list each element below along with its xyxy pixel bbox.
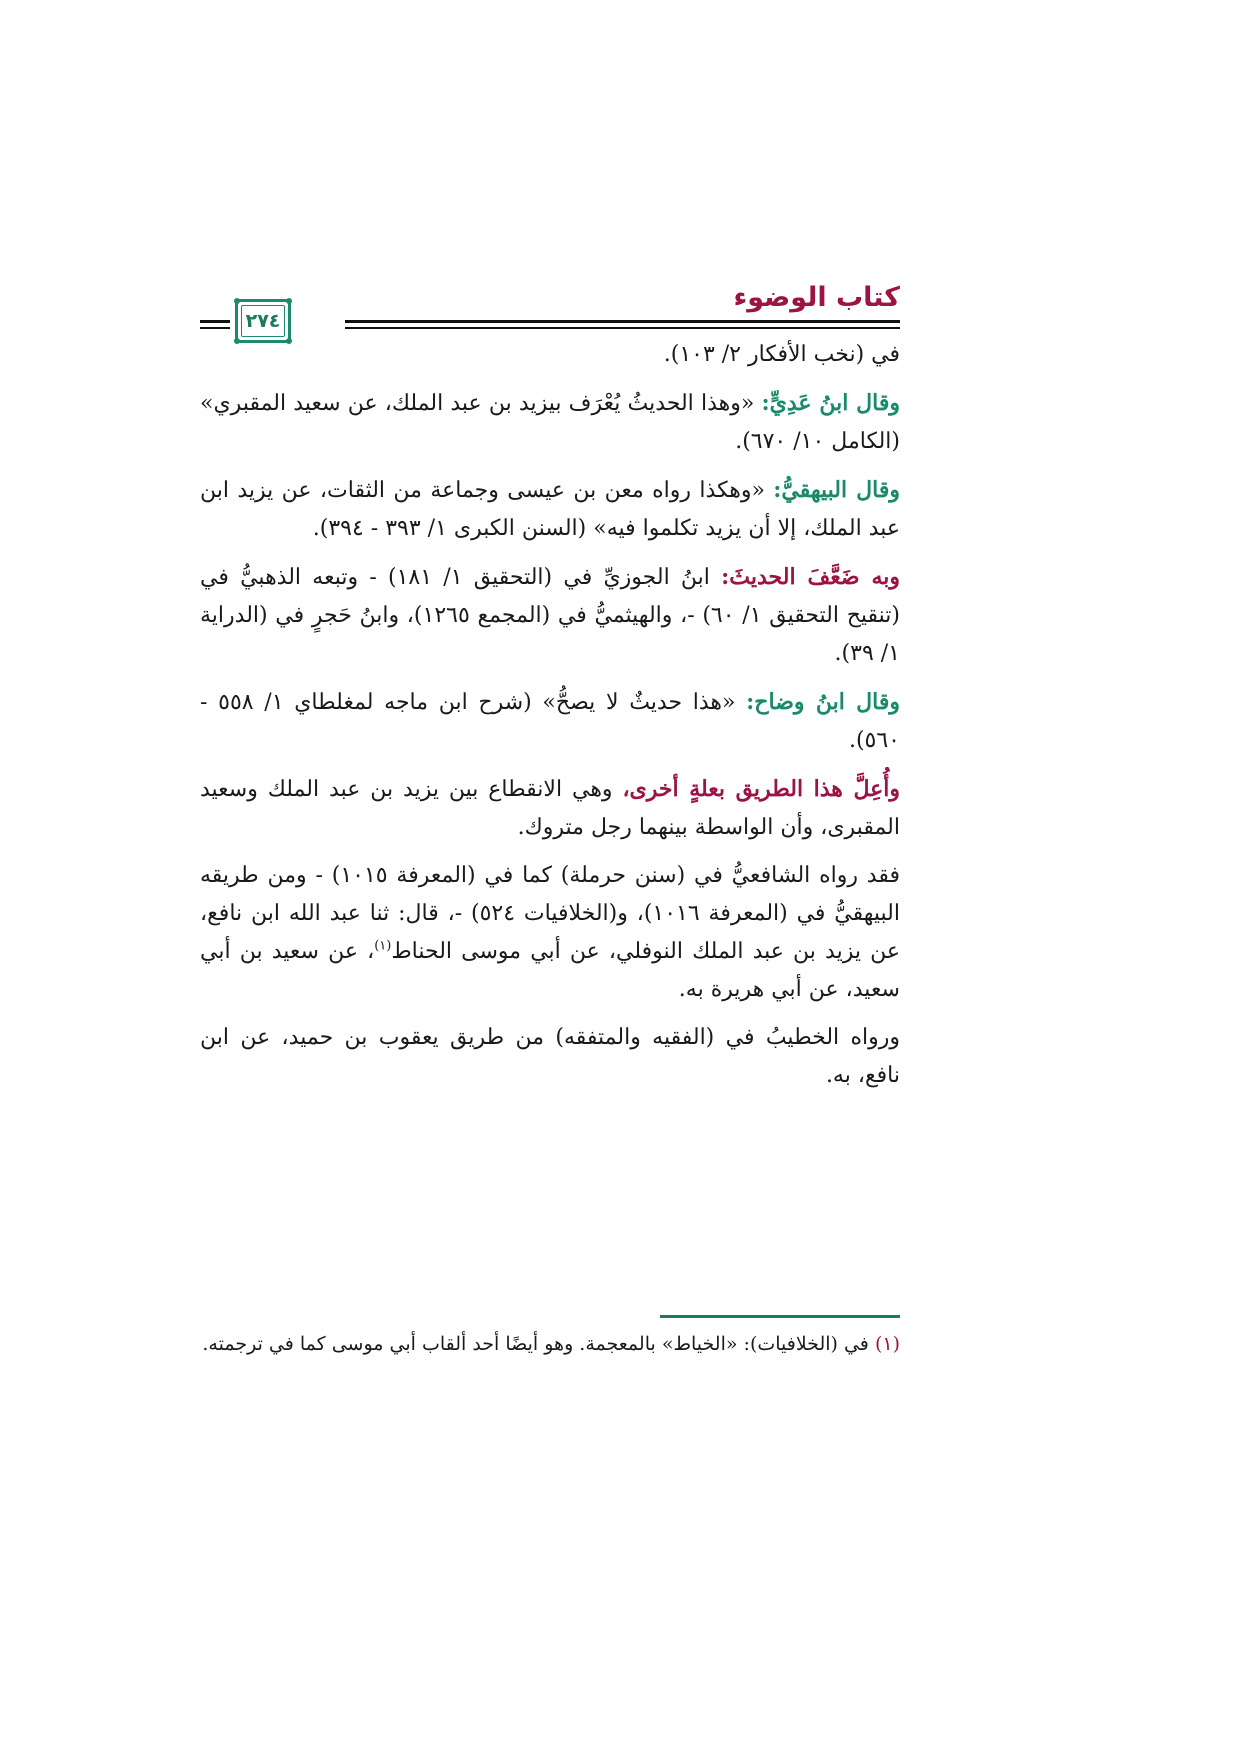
paragraph bbox=[200, 558, 900, 673]
paragraph bbox=[200, 857, 900, 1009]
paragraph-text: ابنُ الجوزيِّ في (التحقيق ١/ ١٨١) - وتبعه الذهبيُّ في (تنقيح التحقيق ١/ ٦٠) -، والهيثميُّ في (المجمع ١٢٦٥)، وابنُ حَجرٍ في (الدراية ١/ ٣٩). bbox=[200, 565, 901, 666]
footnote-reference[interactable]: (١) bbox=[374, 938, 392, 954]
page-number: ٢٧٤ bbox=[241, 305, 285, 337]
footnote-separator bbox=[660, 1315, 900, 1318]
footnote-marker: (١) bbox=[874, 1333, 900, 1355]
paragraph bbox=[200, 683, 900, 760]
paragraph bbox=[200, 770, 900, 847]
footnote-text: في (الخلافيات): «الخياط» بالمعجمة. وهو أيضًا أحد ألقاب أبي موسى كما في ترجمته. bbox=[202, 1333, 875, 1355]
running-header-title: كتاب الوضوء bbox=[733, 282, 900, 313]
paragraph-text: وهي الانقطاع بين يزيد بن عبد الملك وسعيد المقبرى، وأن الواسطة بينهما رجل متروك. bbox=[200, 777, 900, 840]
paragraph-text: «وهكذا رواه معن بن عيسى وجماعة من الثقات، عن يزيد ابن عبد الملك، إلا أن يزيد تكلموا فيه» (السنن الكبرى ١/ ٣٩٣ - ٣٩٤). bbox=[200, 478, 900, 541]
header-rule bbox=[200, 327, 230, 329]
header-rule bbox=[200, 320, 230, 323]
paragraph bbox=[200, 471, 900, 548]
paragraph bbox=[200, 384, 900, 461]
footnotes bbox=[200, 1328, 900, 1371]
ornament-icon bbox=[286, 298, 292, 304]
paragraph-text: «وهذا الحديثُ يُعْرَف بيزيد بن عبد الملك، عن سعيد المقبري» (الكامل ١٠/ ٦٧٠). bbox=[200, 391, 900, 454]
paragraph-lead: وقال البيهقيُّ: bbox=[773, 477, 900, 503]
header-rule bbox=[345, 320, 900, 323]
paragraph-text: فقد رواه الشافعيُّ في (سنن حرملة) كما في (المعرفة ١٠١٥) - ومن طريقه البيهقيُّ في (المعرفة ١٠١٦)، و(الخلافيات ٥٢٤) -، قال: ثنا عبد الله ابن نافع، عن يزيد بن عبد الملك النوفلي، عن أبي موسى الحناط bbox=[200, 863, 901, 964]
paragraph bbox=[200, 1019, 900, 1095]
paragraph-lead: وقال ابنُ عَدِيٍّ: bbox=[761, 390, 900, 416]
paragraph bbox=[200, 336, 900, 374]
paragraph-lead: وأُعِلَّ هذا الطريق بعلةٍ أخرى، bbox=[622, 776, 900, 802]
paragraph-text: في (نخب الأفكار ٢/ ١٠٣). bbox=[663, 342, 900, 367]
paragraph-text: «هذا حديثٌ لا يصحُّ» (شرح ابن ماجه لمغلطاي ١/ ٥٥٨ - ٥٦٠). bbox=[200, 690, 900, 753]
footnote bbox=[200, 1328, 900, 1361]
paragraph-lead: وبه ضَعَّفَ الحديثَ: bbox=[721, 564, 900, 590]
paragraph-text: ، عن سعيد بن أبي سعيد، عن أبي هريرة به. bbox=[200, 939, 900, 1002]
ornament-icon bbox=[234, 298, 240, 304]
paragraph-text: ورواه الخطيبُ في (الفقيه والمتفقه) من طريق يعقوب بن حميد، عن ابن نافع، به. bbox=[200, 1025, 900, 1088]
header-rule bbox=[345, 327, 900, 329]
main-text bbox=[200, 336, 900, 1105]
paragraph-lead: وقال ابنُ وضاح: bbox=[746, 689, 901, 715]
